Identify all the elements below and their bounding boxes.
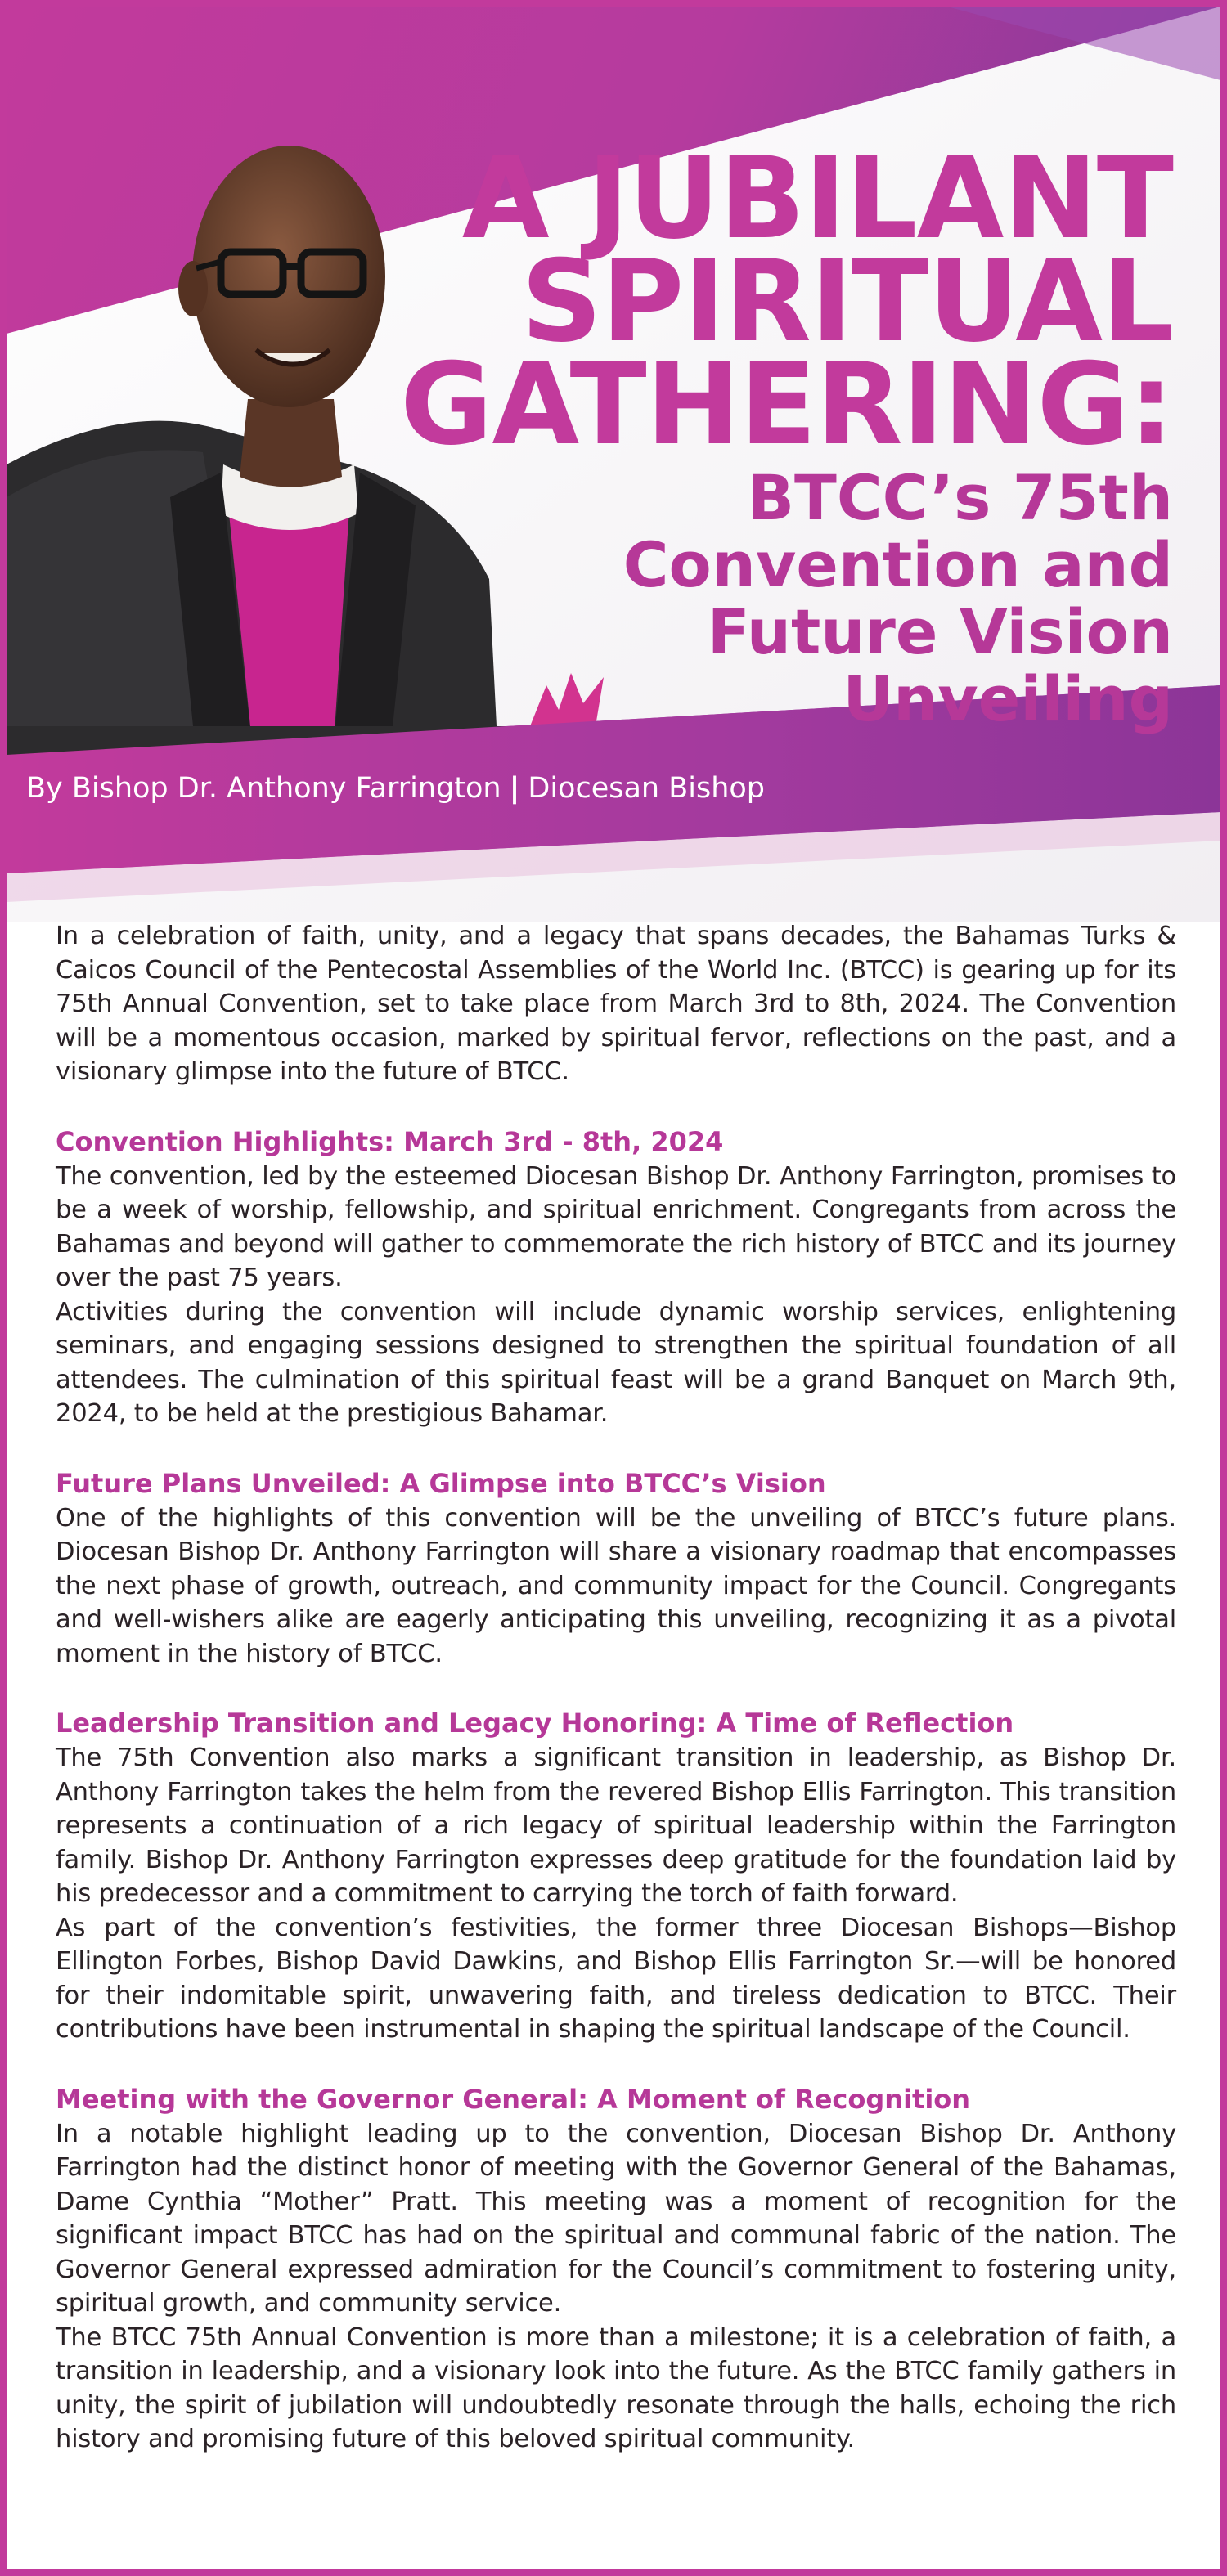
- headline-line: GATHERING:: [400, 339, 1173, 470]
- section-paragraph: As part of the convention’s festivities, the former three Diocesan Bishops—Bishop Ellington Forbes, Bishop David Dawkins, and Bishop Ellis Farrington Sr.—will be honored for their indomitable spirit, unwavering faith, and tireless dedication to BTCC. Their contributions have been instrumental in shaping the spiritual landscape of the Council.: [56, 1913, 1176, 2044]
- subheadline: [622, 461, 1173, 735]
- subheadline-line: Future Vision: [707, 595, 1173, 668]
- byline-role: Diocesan Bishop: [528, 772, 766, 805]
- section-paragraph: Activities during the convention will include dynamic worship services, enlightening seminars, and engaging sessions designed to strengthen the spiritual foundation of all attendees. The culmination of this spiritual feast will be a grand Banquet on March 9th, 2024, to be held at the prestigious Bahamar.: [56, 1297, 1176, 1428]
- headline-line: A JUBILANT: [461, 132, 1173, 264]
- section-paragraph: The BTCC 75th Annual Convention is more than a milestone; it is a celebration of faith, a transition in leadership, and a visionary look into the future. As the BTCC family gathers in unity, the spirit of jubilation will undoubtedly resonate through the halls, echoing the rich history and promising future of this beloved spiritual community.: [56, 2322, 1176, 2453]
- section-paragraph: The 75th Convention also marks a significant transition in leadership, as Bishop Dr. Anthony Farrington takes the helm from the revered Bishop Ellis Farrington. This transition represents a continuation of a rich legacy of spiritual leadership within the Farrington family. Bishop Dr. Anthony Farrington expresses deep gratitude for the foundation laid by his predecessor and a commitment to carrying the torch of faith forward.: [56, 1744, 1176, 1908]
- byline-author: By Bishop Dr. Anthony Farrington: [26, 772, 501, 805]
- section-heading: Leadership Transition and Legacy Honoring: A Time of Reflection: [56, 1708, 1014, 1739]
- section-paragraph: The convention, led by the esteemed Diocesan Bishop Dr. Anthony Farrington, promises to be a week of worship, fellowship, and spiritual enrichment. Congregants from across the Bahamas and beyond will gather to commemorate the rich history of BTCC and its journey over the past 75 years.: [56, 1161, 1176, 1292]
- intro-paragraph: In a celebration of faith, unity, and a legacy that spans decades, the Bahamas Turks & Caicos Council of the Pentecostal Assemblies of the World Inc. (BTCC) is gearing up for its 75th Annual Convention, set to take place from March 3rd to 8th, 2024. The Convention will be a momentous occasion, marked by spiritual fervor, reflections on the past, and a visionary glimpse into the future of BTCC.: [56, 922, 1176, 1086]
- headline-line: SPIRITUAL: [520, 236, 1173, 367]
- subheadline-line: Convention and: [622, 528, 1173, 601]
- byline-separator: |: [509, 772, 520, 805]
- byline: [26, 772, 765, 805]
- subheadline-line: BTCC’s 75th: [747, 461, 1173, 534]
- headline: [400, 132, 1173, 470]
- section-heading: Future Plans Unveiled: A Glimpse into BTCC’s Vision: [56, 1467, 826, 1499]
- article-body: [56, 919, 1176, 2457]
- section-paragraph: In a notable highlight leading up to the convention, Diocesan Bishop Dr. Anthony Farrington had the distinct honor of meeting with the Governor General of the Bahamas, Dame Cynthia “Mother” Pratt. This meeting was a moment of recognition for the significant impact BTCC has had on the spiritual and communal fabric of the nation. The Governor General expressed admiration for the Council’s commitment to fostering unity, spiritual growth, and community service.: [56, 2119, 1176, 2318]
- section-paragraph: One of the highlights of this convention will be the unveiling of BTCC’s future plans. Diocesan Bishop Dr. Anthony Farrington will share a visionary roadmap that encompasses the next phase of growth, outreach, and community impact for the Council. Congregants and well-wishers alike are eagerly anticipating this unveiling, recognizing it as a pivotal moment in the history of BTCC.: [56, 1503, 1176, 1668]
- section-heading: Convention Highlights: March 3rd - 8th, 2024: [56, 1125, 724, 1157]
- subheadline-line: Unveiling: [843, 662, 1173, 735]
- section-heading: Meeting with the Governor General: A Moment of Recognition: [56, 2083, 971, 2115]
